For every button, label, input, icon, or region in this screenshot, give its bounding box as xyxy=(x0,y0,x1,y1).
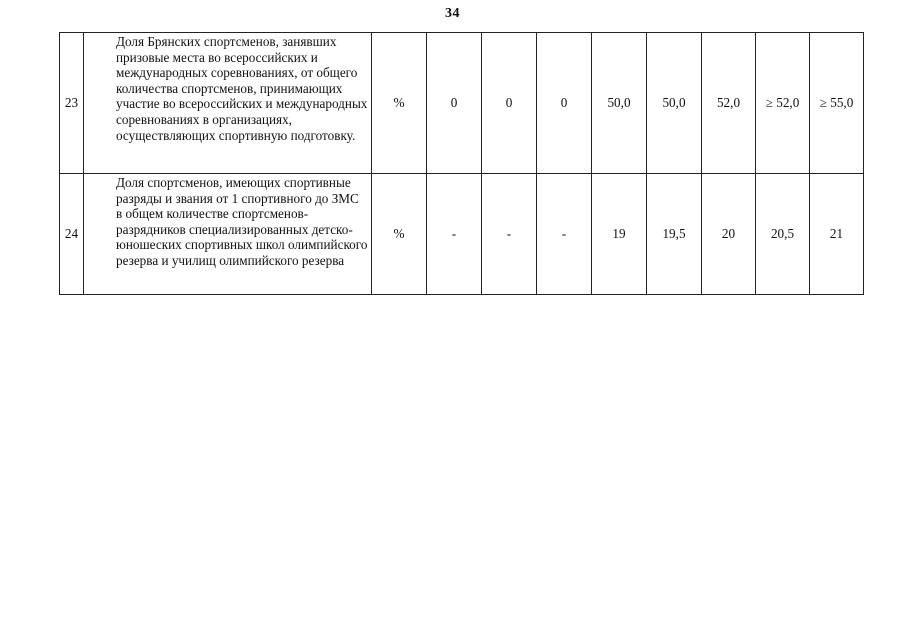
value-cell: ≥ 55,0 xyxy=(810,33,864,174)
page-number: 34 xyxy=(445,6,460,21)
value-cell: 19,5 xyxy=(647,174,702,295)
table-row xyxy=(60,33,864,174)
value-cell: 52,0 xyxy=(702,33,756,174)
value-cell: 20 xyxy=(702,174,756,295)
value-cell: 50,0 xyxy=(592,33,647,174)
value-cell: - xyxy=(427,174,482,295)
value-cell: 0 xyxy=(482,33,537,174)
table-row xyxy=(60,174,864,295)
row-number: 24 xyxy=(60,174,84,295)
row-number: 23 xyxy=(60,33,84,174)
unit-cell: % xyxy=(372,33,427,174)
indicator-description: Доля Брянских спортсменов, занявших призовые места во всероссийских и международных соревнованиях, от общего количества спортсменов, принимающих участие во всероссийских и международных соревнованиях в организациях, осуществляющих спортивную подготовку. xyxy=(84,33,372,174)
value-cell: 50,0 xyxy=(647,33,702,174)
value-cell: 20,5 xyxy=(756,174,810,295)
value-cell: 0 xyxy=(427,33,482,174)
indicators-table xyxy=(59,32,864,295)
indicator-description: Доля спортсменов, имеющих спортивные разряды и звания от 1 спортивного до ЗМС в общем количестве спортсменов-разрядников специализированных детско-юношеских спортивных школ олимпийского резерва и училищ олимпийского резерва xyxy=(84,174,372,295)
value-cell: - xyxy=(482,174,537,295)
unit-cell: % xyxy=(372,174,427,295)
value-cell: 21 xyxy=(810,174,864,295)
value-cell: - xyxy=(537,174,592,295)
value-cell: ≥ 52,0 xyxy=(756,33,810,174)
value-cell: 19 xyxy=(592,174,647,295)
value-cell: 0 xyxy=(537,33,592,174)
